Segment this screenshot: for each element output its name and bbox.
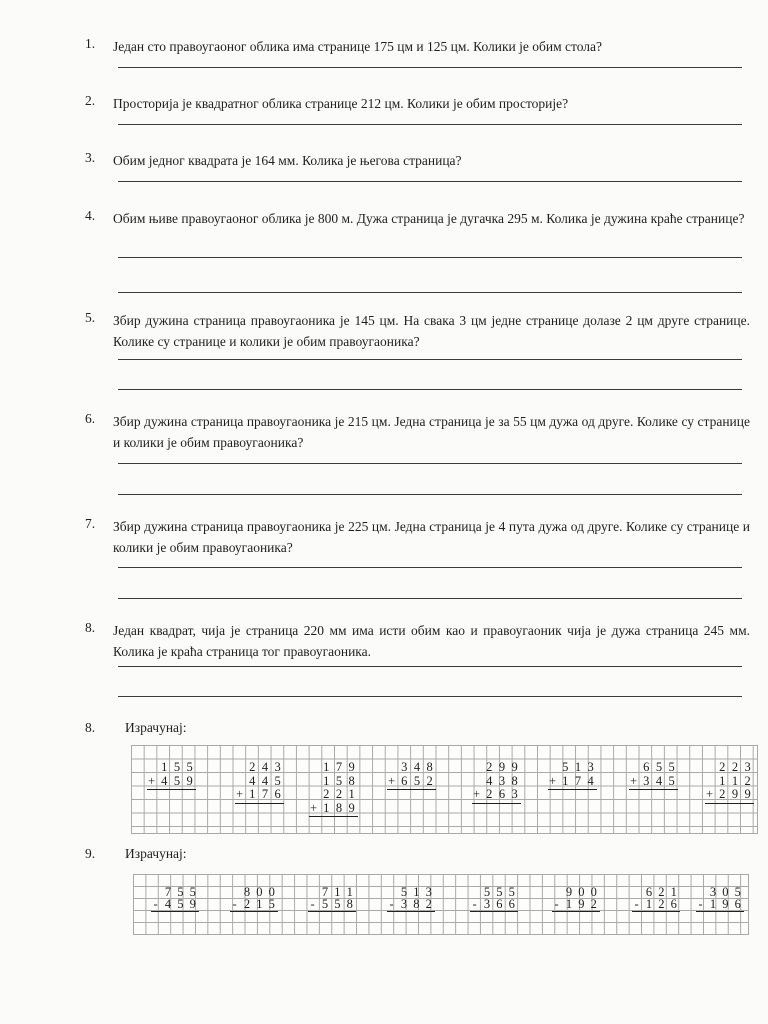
- exercise-row: - 2 1 5: [232, 897, 275, 911]
- exercise-row: 7 5 5: [164, 885, 196, 899]
- exercise-row: 6 5 5: [643, 760, 675, 774]
- exercise-row: 2 4 3: [249, 760, 281, 774]
- exercise-row: + 1 8 9: [310, 800, 355, 815]
- problem-number: 8.: [85, 620, 96, 635]
- exercise-row: + 4 5 9: [148, 773, 193, 788]
- section-label: Израчунај:: [125, 846, 187, 861]
- problem-text: Збир дужина страница правоугаоника је 145 цм. На свака 3 цм једне странице долазе 2 цм друге странице. Колике су странице и колики је обим правоугаоника?: [113, 313, 750, 349]
- exercise-row: - 5 5 8: [310, 897, 353, 911]
- section-label: Израчунај:: [125, 720, 187, 735]
- exercise-row: + 6 5 2: [388, 773, 433, 788]
- problem-text: Један сто правоугаоног облика има странице 175 цм и 125 цм. Колики је обим стола?: [113, 39, 603, 54]
- exercise-row: 6 2 1: [645, 885, 677, 899]
- sum-line: [309, 816, 358, 817]
- exercise: [546, 761, 597, 829]
- problem-text: Просторија је квадратног облика странице 212 цм. Колики је обим просторије?: [113, 96, 569, 111]
- problem-5: [80, 310, 750, 352]
- exercise-row: 5 1 3: [400, 885, 432, 899]
- exercise-row: - 3 6 6: [472, 897, 515, 911]
- problem-4: [80, 208, 750, 229]
- sum-line: [147, 789, 196, 790]
- exercise: [550, 886, 600, 946]
- exercise-row: 3 4 8: [401, 760, 433, 774]
- exercise-row: 5 5 5: [483, 885, 515, 899]
- answer-line[interactable]: [118, 181, 742, 182]
- exercise-row: + 1 7 6: [236, 787, 281, 801]
- answer-line[interactable]: [118, 124, 742, 125]
- exercise-row: 9 0 0: [565, 885, 597, 899]
- problem-text: Збир дужина страница правоугаоника је 225 цм. Једна страница је 4 пута дужа од друге. Колике су странице и колики је обим правоугаоника?: [113, 519, 750, 555]
- answer-line[interactable]: [118, 359, 742, 360]
- answer-line[interactable]: [118, 666, 742, 667]
- exercise-row: + 1 7 4: [549, 773, 594, 788]
- sum-line: [632, 911, 680, 912]
- answer-line[interactable]: [118, 696, 742, 697]
- exercise-row: - 1 2 6: [634, 897, 677, 911]
- exercise-row: 8 0 0: [243, 885, 275, 899]
- exercise-row: + 2 9 9: [706, 787, 751, 801]
- sum-line: [472, 803, 521, 804]
- problem-number: 4.: [85, 208, 96, 223]
- problem-text: Обим њиве правоугаоног облика је 800 м. Дужа страница је дугачка 295 м. Колика је дужина краће странице?: [113, 211, 745, 226]
- sum-line: [235, 803, 284, 804]
- problem-text: Збир дужина страница правоугаоника је 215 цм. Једна страница је за 55 цм дужа од друге. Колике су странице и колики је обим правоугаоника?: [113, 414, 750, 450]
- exercise-row: 1 5 5: [161, 760, 193, 774]
- exercise-row: 2 2 3: [719, 760, 751, 774]
- sum-line: [705, 803, 754, 804]
- sum-line: [696, 911, 744, 912]
- exercise: [385, 886, 435, 946]
- exercise: [470, 761, 521, 829]
- exercise-row: - 4 5 9: [153, 897, 196, 911]
- exercise-row: 7 1 1: [321, 885, 353, 899]
- answer-line[interactable]: [118, 567, 742, 568]
- exercise-row: 1 1 2: [719, 773, 751, 788]
- exercise-row: 5 1 3: [562, 760, 594, 774]
- problem-number: 5.: [85, 310, 96, 325]
- exercise: [145, 761, 196, 829]
- problem-8: [80, 620, 750, 662]
- exercise-row: 3 0 5: [709, 885, 741, 899]
- problem-7: [80, 516, 750, 558]
- exercise: [630, 886, 680, 946]
- exercise: [694, 886, 744, 946]
- problem-number: 1.: [85, 36, 96, 51]
- problem-1: [80, 36, 750, 57]
- exercise-row: 2 9 9: [486, 760, 518, 774]
- problem-2: [80, 93, 750, 114]
- problem-text: Обим једног квадрата је 164 мм. Колика је његова страница?: [113, 153, 462, 168]
- answer-line[interactable]: [118, 67, 742, 68]
- sum-line: [629, 789, 678, 790]
- problem-6: [80, 411, 750, 453]
- exercise-row: 1 5 8: [323, 773, 355, 788]
- sum-line: [151, 911, 199, 912]
- exercise-row: - 1 9 6: [698, 897, 741, 911]
- exercise-row: 4 3 8: [486, 773, 518, 788]
- exercise: [233, 761, 284, 829]
- exercise: [306, 886, 356, 946]
- exercise: [627, 761, 678, 829]
- exercise-row: 2 2 1: [323, 787, 355, 801]
- answer-line[interactable]: [118, 257, 742, 258]
- section-number: 8.: [85, 720, 96, 735]
- problem-number: 7.: [85, 516, 96, 531]
- exercise: [228, 886, 278, 946]
- exercise-row: 4 4 5: [249, 773, 281, 788]
- answer-line[interactable]: [118, 389, 742, 390]
- exercise: [307, 761, 358, 829]
- problem-3: [80, 150, 750, 171]
- sum-line: [308, 911, 356, 912]
- sum-line: [387, 789, 436, 790]
- answer-line[interactable]: [118, 292, 742, 293]
- exercise: [385, 761, 436, 829]
- sum-line: [387, 911, 435, 912]
- exercise: [468, 886, 518, 946]
- exercise-row: + 3 4 5: [630, 773, 675, 788]
- exercise: [149, 886, 199, 946]
- problem-number: 3.: [85, 150, 96, 165]
- exercise-row: - 1 9 2: [554, 897, 597, 911]
- sum-line: [548, 789, 597, 790]
- problem-text: Један квадрат, чија је страница 220 мм има исти обим као и правоугаоник чија је дужа страница 245 мм. Колика је краћа страница тог правоугаоника.: [113, 623, 750, 659]
- answer-line[interactable]: [118, 598, 742, 599]
- exercise-row: 1 7 9: [323, 760, 355, 774]
- problem-number: 2.: [85, 93, 96, 108]
- answer-line[interactable]: [118, 494, 742, 495]
- sum-line: [230, 911, 278, 912]
- sum-line: [470, 911, 518, 912]
- problem-number: 6.: [85, 411, 96, 426]
- exercise-row: - 3 8 2: [389, 897, 432, 911]
- sum-line: [552, 911, 600, 912]
- exercise-row: + 2 6 3: [473, 787, 518, 801]
- exercise: [703, 761, 754, 829]
- section-number: 9.: [85, 846, 96, 861]
- answer-line[interactable]: [118, 463, 742, 464]
